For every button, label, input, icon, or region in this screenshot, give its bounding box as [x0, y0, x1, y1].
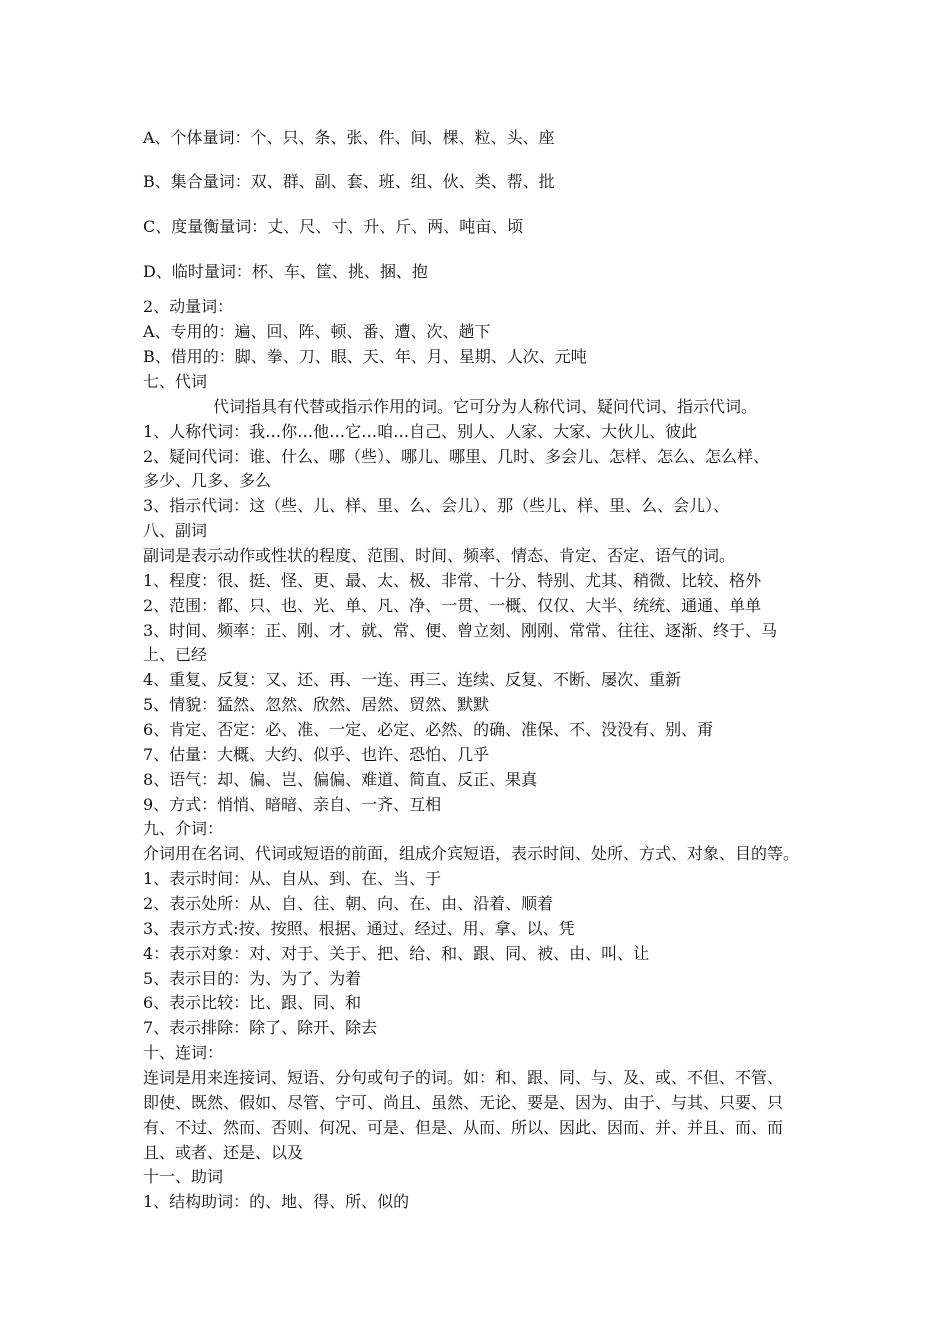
section-heading: 十、连词： [143, 1043, 224, 1062]
text-line: 5、表示目的：为、为了、为着 [143, 969, 362, 988]
text-line: A、个体量词：个、只、条、张、件、间、棵、粒、头、座 [143, 128, 555, 147]
text-line: 2、疑问代词：谁、什么、哪（些）、哪儿、哪里、几时、多会儿、怎样、怎么、怎么样、 [143, 447, 770, 466]
text-line: 且、或者、还是、以及 [143, 1143, 304, 1162]
text-line: 7、表示排除：除了、除开、除去 [143, 1018, 378, 1037]
text-line: 上、已经 [143, 645, 208, 664]
text-line: A、专用的：遍、回、阵、顿、番、遭、次、趟下 [143, 322, 491, 341]
section-heading: 十一、助词 [143, 1167, 224, 1186]
text-line: 代词指具有代替或指示作用的词。它可分为人称代词、疑问代词、指示代词。 [213, 397, 758, 416]
text-line: 6、肯定、否定：必、准、一定、必定、必然、的确、准保、不、没没有、别、甭 [143, 720, 714, 739]
text-line: 8、语气：却、偏、岂、偏偏、难道、简直、反正、果真 [143, 770, 538, 789]
text-line: 3、时间、频率：正、刚、才、就、常、便、曾立刻、刚刚、常常、往往、逐渐、终于、马 [143, 621, 778, 640]
section-heading: 七、代词 [143, 372, 208, 391]
section-heading: 九、介词： [143, 819, 224, 838]
text-line: 1、人称代词：我…你…他…它…咱…自己、别人、人家、大家、大伙儿、彼此 [143, 422, 698, 441]
text-line: 有、不过、然而、否则、何况、可是、但是、从而、所以、因此、因而、并、并且、而、而 [143, 1118, 784, 1137]
text-line: B、借用的：脚、拳、刀、眼、天、年、月、星期、人次、元吨 [143, 347, 587, 366]
text-line: 6、表示比较：比、跟、同、和 [143, 993, 362, 1012]
text-line: 2、范围：都、只、也、光、单、凡、净、一贯、一概、仅仅、大半、统统、通通、单单 [143, 596, 762, 615]
text-line: B、集合量词：双、群、副、套、班、组、伙、类、帮、批 [143, 172, 555, 191]
text-line: C、度量衡量词：丈、尺、寸、升、斤、两、吨亩、顷 [143, 217, 524, 236]
text-line: 4：表示对象：对、对于、关于、把、给、和、跟、同、被、由、叫、让 [143, 944, 650, 963]
text-line: 9、方式：悄悄、暗暗、亲自、一齐、互相 [143, 795, 442, 814]
text-line: 1、程度：很、挺、怪、更、最、太、极、非常、十分、特别、尤其、稍微、比较、格外 [143, 571, 762, 590]
text-line: 4、重复、反复：又、还、再、一连、再三、连续、反复、不断、屡次、重新 [143, 670, 682, 689]
text-line: 多少、几多、多么 [143, 471, 272, 490]
text-line: 1、结构助词：的、地、得、所、似的 [143, 1192, 410, 1211]
text-line: 2、动量词： [143, 297, 234, 316]
text-line: D、临时量词：杯、车、筐、挑、捆、抱 [143, 262, 428, 281]
text-line: 即使、既然、假如、尽管、宁可、尚且、虽然、无论、要是、因为、由于、与其、只要、只 [143, 1093, 784, 1112]
text-line: 7、估量：大概、大约、似乎、也许、恐怕、几乎 [143, 745, 490, 764]
text-line: 副词是表示动作或性状的程度、范围、时间、频率、情态、肯定、否定、语气的词。 [143, 546, 736, 565]
text-line: 3、表示方式:按、按照、根据、通过、经过、用、拿、以、凭 [143, 919, 575, 938]
section-heading: 八、副词 [143, 521, 208, 540]
text-line: 介词用在名词、代词或短语的前面，组成介宾短语，表示时间、处所、方式、对象、目的等。 [143, 844, 800, 863]
text-line: 1、表示时间：从、自从、到、在、当、于 [143, 869, 442, 888]
text-line: 5、情貌：猛然、忽然、欣然、居然、贸然、默默 [143, 695, 490, 714]
text-line: 2、表示处所：从、自、往、朝、向、在、由、沿着、顺着 [143, 894, 554, 913]
text-line: 3、指示代词：这（些、儿、样、里、么、会儿）、那（些儿、样、里、么、会儿）、 [143, 496, 730, 515]
text-line: 连词是用来连接词、短语、分句或句子的词。如：和、跟、同、与、及、或、不但、不管、 [143, 1068, 784, 1087]
